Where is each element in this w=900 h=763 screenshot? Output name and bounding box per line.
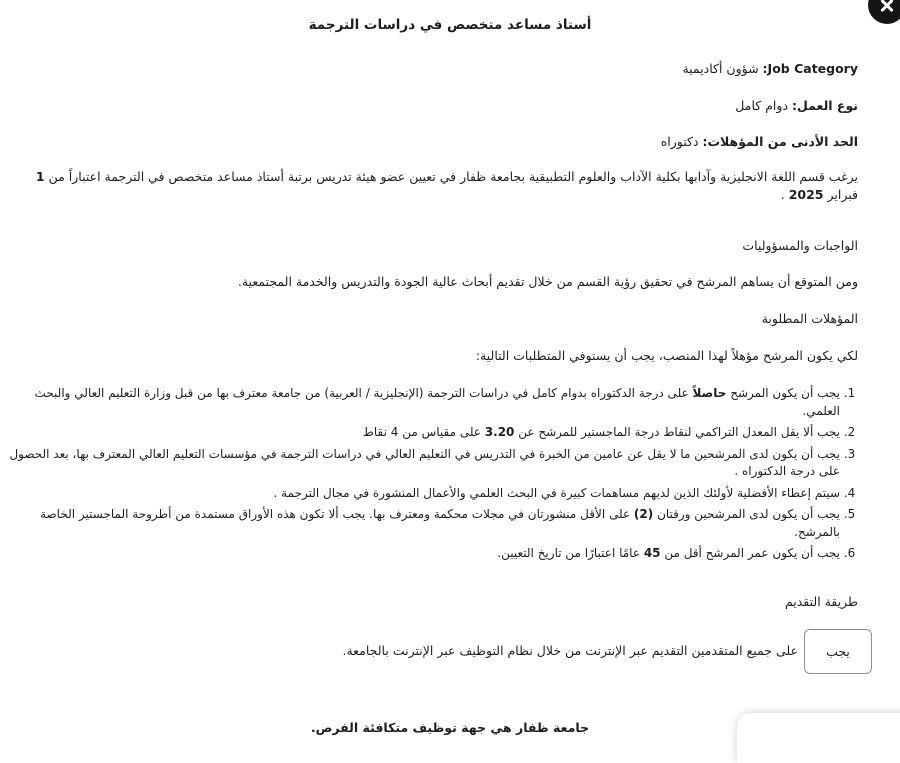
- requirements-list: [8, 385, 858, 563]
- intro-paragraph: يرغب قسم اللغة الانجليزية وآدابها بكلية الآداب والعلوم التطبيقية بجامعة ظفار في تعيين عضو هيئة تدريس برتبة أستاذ مساعد متخصص في الترجمة اعتباراً من 1 فبراير 2025 .: [35, 169, 858, 202]
- requirement-item: 1. يجب أن يكون المرشح حاصلاً على درجة الدكتوراه بدوام كامل في دراسات الترجمة (الإنجليزية / العربية) من جامعة معترف بها من قبل وزارة التعليم العالي والبحث العلمي.: [8, 385, 840, 420]
- job-category-value: شؤون أكاديمية: [682, 61, 759, 76]
- min-qualification-value: دكتوراه: [660, 134, 699, 149]
- must-word-box[interactable]: يجب: [804, 629, 872, 674]
- apply-instruction-row: [8, 629, 872, 674]
- apply-instruction-text: على جميع المتقدمين التقديم عبر الإنترنت من خلال نظام التوظيف عبر الإنترنت بالجامعة.: [342, 643, 798, 658]
- equal-opportunity-note: جامعة ظفار هي جهة توظيف متكافئة الفرص.: [310, 719, 590, 735]
- qualifications-intro: لكي يكون المرشح مؤهلاً لهذا المنصب، يجب أن يستوفي المتطلبات التالية:: [475, 348, 858, 363]
- duties-paragraph: ومن المتوقع أن يساهم المرشح في تحقيق رؤية القسم من خلال تقديم أبحاث عالية الجودة والتدريس والخدمة المجتمعية.: [237, 274, 858, 289]
- floating-widget-card[interactable]: [737, 713, 900, 763]
- job-category-row: [8, 60, 858, 78]
- duties-heading: الواجبات والمسؤوليات: [742, 238, 858, 253]
- min-qualification-row: [8, 133, 858, 151]
- requirement-item: 3. يجب أن يكون لدى المرشحين ما لا يقل عن عامين من الخبرة في التدريس في التعليم العالي في دراسات الترجمة في مؤسسات التعليم العالي المعترف بها، بعد الحصول على درجة الدكتوراه .: [8, 446, 840, 481]
- requirement-item: 6. يجب أن يكون عمر المرشح أقل من 45 عامًا اعتبارًا من تاريخ التعيين.: [8, 545, 840, 563]
- qualifications-heading: المؤهلات المطلوبة: [761, 311, 858, 326]
- work-type-label: نوع العمل:: [792, 98, 858, 113]
- work-type-row: [8, 97, 858, 115]
- page-title: أستاذ مساعد متخصص في دراسات الترجمة: [308, 17, 592, 33]
- min-qualification-label: الحد الأدنى من المؤهلات:: [702, 134, 858, 149]
- apply-method-heading: طريقة التقديم: [784, 593, 858, 609]
- requirement-item: 4. سيتم إعطاء الأفضلية لأولئك الذين لديهم مساهمات كبيرة في البحث العلمي والأعمال المنشورة في مجال الترجمة .: [8, 485, 840, 503]
- requirement-item: 5. يجب أن يكون لدى المرشحين ورقتان (2) على الأقل منشورتان في مجلات محكمة ومعترف بها. يجب ألا تكون هذه الأوراق مستمدة من أطروحة الماجستير الخاصة بالمرشح.: [8, 506, 840, 541]
- work-type-value: دوام كامل: [735, 98, 789, 113]
- requirement-item: 2. يجب ألا يقل المعدل التراكمي لنقاط درجة الماجستير للمرشح عن 3.20 على مقياس من 4 نقاط: [8, 424, 840, 442]
- job-category-label: Job Category:: [762, 61, 858, 76]
